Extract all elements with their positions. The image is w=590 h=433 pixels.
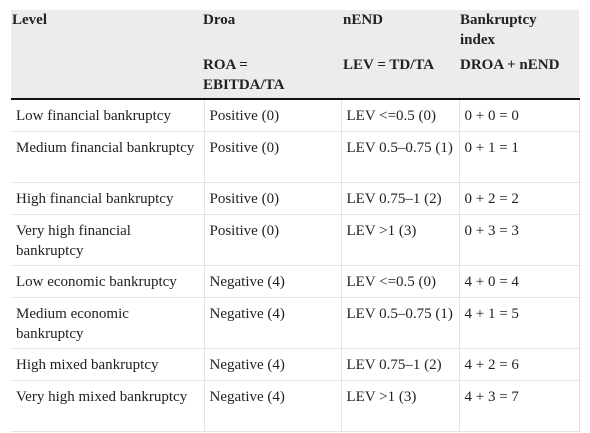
cell-index: 4 + 3 = 7 xyxy=(459,381,579,432)
cell-nend: LEV 0.5–0.75 (1) xyxy=(341,298,459,349)
header-bankruptcy-index-formula: DROA + nEND xyxy=(460,57,560,73)
cell-droa: Negative (4) xyxy=(204,349,341,381)
header-droa-label: Droa xyxy=(203,12,236,28)
bankruptcy-levels-table xyxy=(11,10,580,432)
table-row xyxy=(11,183,579,215)
cell-droa: Negative (4) xyxy=(204,381,341,432)
cell-nend: LEV 0.5–0.75 (1) xyxy=(341,132,459,183)
cell-level: Very high mixed bankruptcy xyxy=(11,381,204,432)
cell-droa: Positive (0) xyxy=(204,215,341,266)
cell-index: 0 + 2 = 2 xyxy=(459,183,579,215)
cell-index: 0 + 1 = 1 xyxy=(459,132,579,183)
cell-droa: Negative (4) xyxy=(204,298,341,349)
cell-nend: LEV 0.75–1 (2) xyxy=(341,183,459,215)
table-row xyxy=(11,298,579,349)
table-row xyxy=(11,215,579,266)
header-droa-formula: ROA = EBITDA/TA xyxy=(203,57,285,93)
cell-level: High mixed bankruptcy xyxy=(11,349,204,381)
cell-droa: Positive (0) xyxy=(204,132,341,183)
header-droa xyxy=(204,10,341,99)
table-row xyxy=(11,349,579,381)
header-nend-formula: LEV = TD/TA xyxy=(343,57,435,73)
table-header xyxy=(11,10,579,99)
header-bankruptcy-index-label: Bankruptcy index xyxy=(460,12,537,48)
cell-droa: Positive (0) xyxy=(204,99,341,132)
cell-level: Medium financial bankruptcy xyxy=(11,132,204,183)
cell-level: Low economic bankruptcy xyxy=(11,266,204,298)
cell-droa: Positive (0) xyxy=(204,183,341,215)
header-level-label: Level xyxy=(12,12,47,28)
cell-index: 4 + 0 = 4 xyxy=(459,266,579,298)
header-nend xyxy=(341,10,459,99)
table-row xyxy=(11,99,579,132)
header-nend-label: nEND xyxy=(343,12,384,28)
cell-index: 4 + 1 = 5 xyxy=(459,298,579,349)
cell-level: Low financial bankruptcy xyxy=(11,99,204,132)
table-row xyxy=(11,381,579,432)
cell-nend: LEV 0.75–1 (2) xyxy=(341,349,459,381)
table-row xyxy=(11,266,579,298)
cell-nend: LEV <=0.5 (0) xyxy=(341,99,459,132)
table-row xyxy=(11,132,579,183)
header-bankruptcy-index xyxy=(459,10,579,99)
bankruptcy-levels-table-container xyxy=(11,10,579,432)
cell-nend: LEV >1 (3) xyxy=(341,215,459,266)
cell-level: Very high financial bankruptcy xyxy=(11,215,204,266)
header-level xyxy=(11,10,204,99)
cell-index: 4 + 2 = 6 xyxy=(459,349,579,381)
table-body xyxy=(11,99,579,432)
cell-droa: Negative (4) xyxy=(204,266,341,298)
cell-level: Medium economic bankruptcy xyxy=(11,298,204,349)
cell-nend: LEV >1 (3) xyxy=(341,381,459,432)
cell-level: High financial bankruptcy xyxy=(11,183,204,215)
cell-nend: LEV <=0.5 (0) xyxy=(341,266,459,298)
header-row xyxy=(11,10,579,99)
cell-index: 0 + 3 = 3 xyxy=(459,215,579,266)
cell-index: 0 + 0 = 0 xyxy=(459,99,579,132)
